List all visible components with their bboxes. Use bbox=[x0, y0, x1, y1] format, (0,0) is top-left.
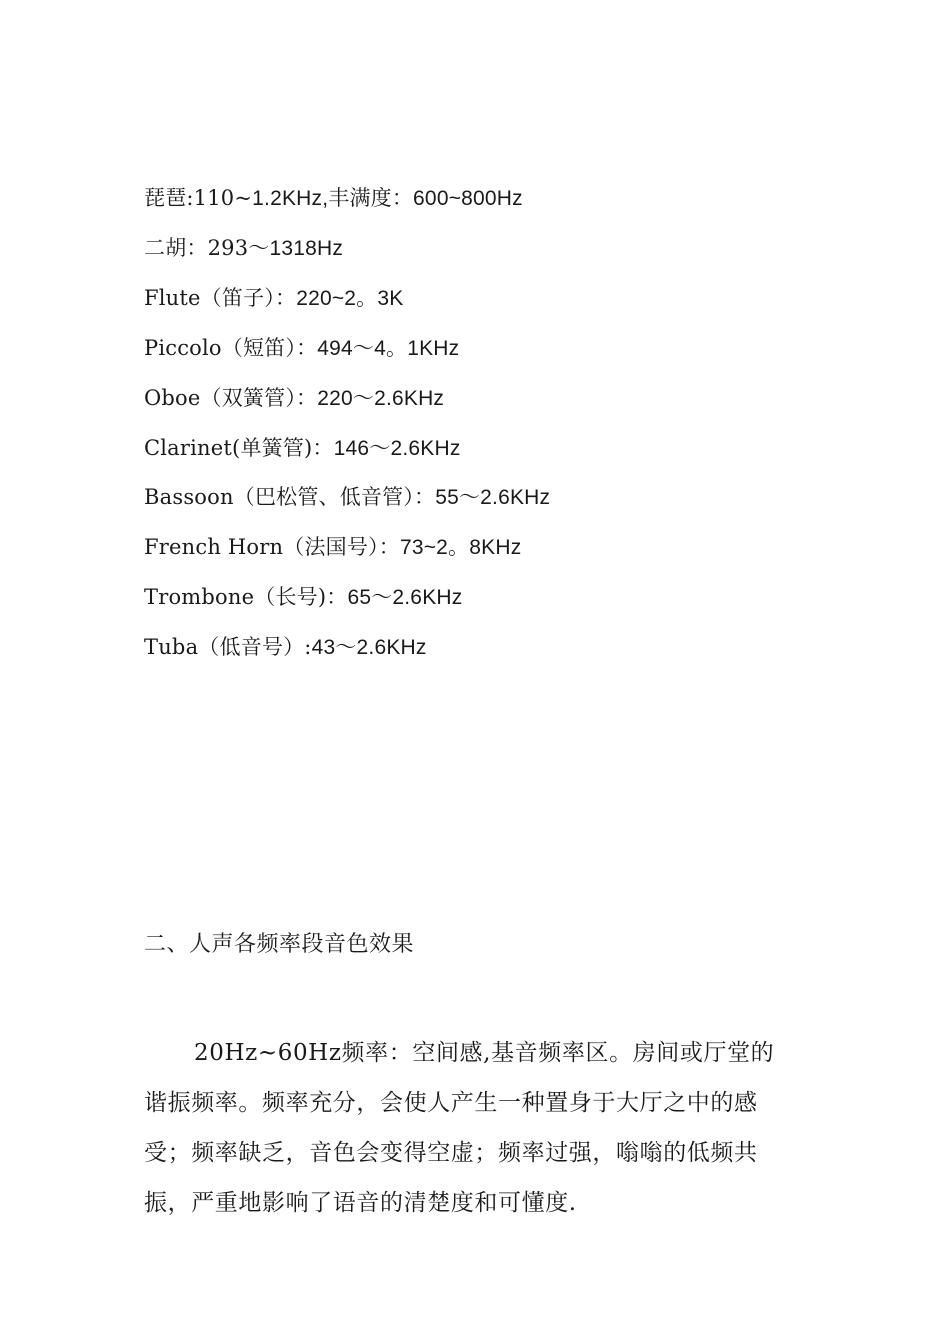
instrument-label: Oboe（双簧管）： bbox=[144, 386, 318, 410]
section-title: 二、人声各频率段音色效果 bbox=[144, 932, 415, 957]
paragraph-text: 60Hz频率：空间感,基音频率区。房间或厅堂的谐振频率。频率充分，会使人产生一种置身于大厅之中的感受；频率缺乏，音色会变得空虚；频率过强，嗡嗡的低频共振，严重地影响了语音的清楚度和可懂度. bbox=[144, 1040, 775, 1216]
instrument-line-clarinet bbox=[144, 434, 461, 463]
instrument-range: 55～2.6KHz bbox=[435, 486, 551, 509]
instrument-line-trombone bbox=[144, 583, 462, 612]
instrument-label: French Horn（法国号）： bbox=[144, 535, 400, 559]
body-paragraph bbox=[144, 1028, 794, 1228]
instrument-range: 220～2.6KHz bbox=[317, 387, 445, 410]
instrument-range: 73~2。8KHz bbox=[399, 536, 522, 559]
instrument-range: 43～2.6KHz bbox=[311, 636, 427, 659]
instrument-line-pipa bbox=[144, 184, 523, 213]
instrument-range: 65～2.6KHz bbox=[347, 586, 463, 609]
instrument-line-french-horn bbox=[144, 533, 521, 562]
instrument-line-flute bbox=[144, 284, 403, 313]
instrument-line-piccolo bbox=[144, 334, 459, 363]
instrument-label: Tuba（低音号）: bbox=[144, 635, 312, 659]
instrument-range: 1.2KHz,丰满度：600~800Hz bbox=[252, 187, 523, 210]
instrument-label: 琵琶:110~ bbox=[144, 186, 253, 210]
instrument-range: 494～4。1KHz bbox=[317, 337, 460, 360]
instrument-label: Clarinet(单簧管)： bbox=[144, 436, 334, 460]
instrument-line-bassoon bbox=[144, 483, 550, 512]
instrument-line-oboe bbox=[144, 384, 444, 413]
instrument-range: 146～2.6KHz bbox=[333, 437, 461, 460]
instrument-label: 二胡：293～ bbox=[144, 236, 270, 260]
instrument-label: Trombone（长号)： bbox=[144, 585, 348, 609]
instrument-label: Bassoon（巴松管、低音管）： bbox=[144, 485, 436, 509]
instrument-line-tuba bbox=[144, 633, 427, 662]
instrument-label: Flute（笛子）： bbox=[144, 286, 297, 310]
instrument-range: 220~2。3K bbox=[296, 287, 404, 310]
instrument-line-erhu bbox=[144, 234, 343, 263]
paragraph-lead: 20Hz~ bbox=[194, 1040, 278, 1066]
instrument-label: Piccolo（短笛）： bbox=[144, 336, 318, 360]
instrument-range: 1318Hz bbox=[269, 237, 344, 260]
